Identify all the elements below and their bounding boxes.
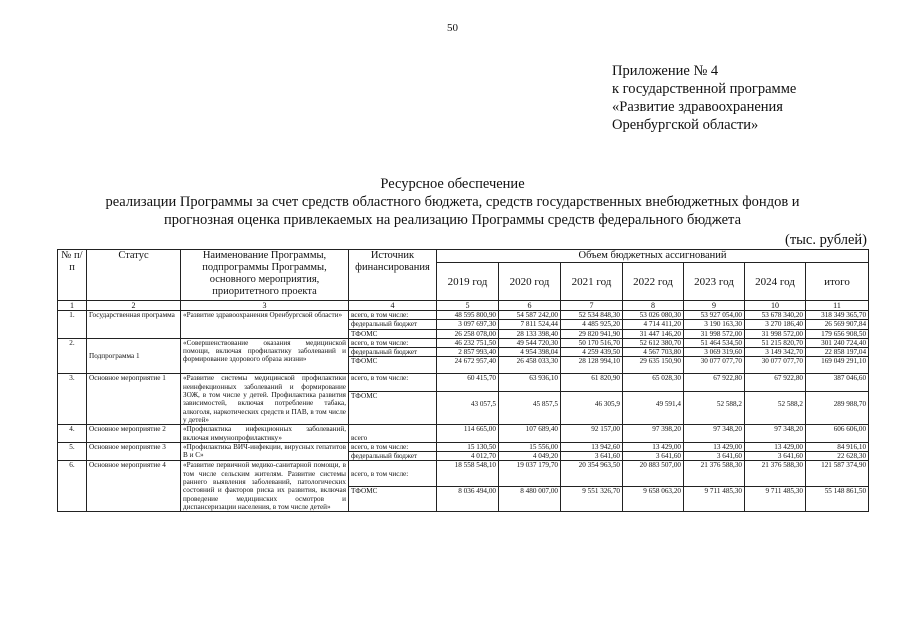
appendix-block: [612, 62, 796, 134]
value-cell: 3 641,60: [623, 452, 684, 461]
value-cell: 52 588,2: [684, 392, 745, 425]
value-cell: 21 376 588,30: [684, 461, 745, 487]
header-year: 2021 год: [561, 263, 623, 301]
value-cell: 18 558 548,10: [437, 461, 499, 487]
column-number: 8: [623, 301, 684, 311]
value-cell: 4 485 925,20: [561, 320, 623, 329]
header-source: Источник финансирования: [349, 250, 437, 301]
column-numbers-row: [58, 301, 869, 311]
value-cell: 3 069 319,60: [684, 348, 745, 357]
appendix-line: к государственной программе: [612, 81, 797, 97]
value-cell: 9 551 326,70: [561, 487, 623, 512]
value-cell: 52 534 848,30: [561, 311, 623, 320]
appendix-line: «Развитие здравоохранения: [612, 99, 783, 115]
value-cell: 97 348,20: [745, 425, 806, 443]
total-cell: 22 628,30: [806, 452, 869, 461]
total-cell: 301 240 724,40: [806, 338, 869, 347]
value-cell: 4 567 703,80: [623, 348, 684, 357]
value-cell: 92 157,00: [561, 425, 623, 443]
header-year: 2020 год: [499, 263, 561, 301]
value-cell: 4 954 398,04: [499, 348, 561, 357]
value-cell: 49 591,4: [623, 392, 684, 425]
table-row: [58, 311, 869, 320]
row-num: 5.: [58, 442, 87, 461]
total-cell: 84 916,10: [806, 442, 869, 451]
value-cell: 29 820 941,90: [561, 329, 623, 338]
column-number: 1: [58, 301, 87, 311]
row-source: ТФОМС: [349, 329, 437, 338]
value-cell: 21 376 588,30: [745, 461, 806, 487]
total-cell: 318 349 365,70: [806, 311, 869, 320]
row-name: «Профилактика инфекционных заболеваний, включая иммунопрофилактику»: [181, 425, 349, 443]
value-cell: 28 133 398,40: [499, 329, 561, 338]
row-name: «Развитие первичной медико-санитарной помощи, в том числе сельским жителям. Развитие системы раннего выявления заболеваний, патологических состояний и факторов риска их развития, включая проведение медицинских осмотров и диспансеризации населения, в том числе детей»: [181, 461, 349, 512]
value-cell: 63 936,10: [499, 374, 561, 392]
row-source: ТФОМС: [349, 357, 437, 374]
value-cell: 67 922,80: [745, 374, 806, 392]
value-cell: 3 190 163,30: [684, 320, 745, 329]
row-source: ТФОМС: [349, 392, 437, 425]
value-cell: 7 811 524,44: [499, 320, 561, 329]
value-cell: 114 665,00: [437, 425, 499, 443]
value-cell: 9 711 485,30: [684, 487, 745, 512]
header-year: 2024 год: [745, 263, 806, 301]
value-cell: 52 612 380,70: [623, 338, 684, 347]
value-cell: 31 447 146,20: [623, 329, 684, 338]
row-source: всего, в том числе:: [349, 374, 437, 392]
column-number: 6: [499, 301, 561, 311]
value-cell: 53 927 054,00: [684, 311, 745, 320]
row-num: 4.: [58, 425, 87, 443]
value-cell: 2 857 993,40: [437, 348, 499, 357]
value-cell: 60 415,70: [437, 374, 499, 392]
table-row: [58, 374, 869, 392]
value-cell: 50 170 516,70: [561, 338, 623, 347]
value-cell: 15 556,00: [499, 442, 561, 451]
table-row: [58, 338, 869, 347]
total-cell: 289 988,70: [806, 392, 869, 425]
value-cell: 30 077 077,70: [684, 357, 745, 374]
table-row: [58, 442, 869, 451]
row-name: «Профилактика ВИЧ-инфекции, вирусных гепатитов В и С»: [181, 442, 349, 461]
row-status: Подпрограмма 1: [87, 338, 181, 374]
total-cell: 387 046,60: [806, 374, 869, 392]
value-cell: 26 458 033,30: [499, 357, 561, 374]
value-cell: 49 544 720,30: [499, 338, 561, 347]
row-num: 2.: [58, 338, 87, 374]
value-cell: 3 641,60: [561, 452, 623, 461]
table-row: [58, 425, 869, 443]
value-cell: 19 037 179,70: [499, 461, 561, 487]
column-number: 10: [745, 301, 806, 311]
value-cell: 13 429,00: [623, 442, 684, 451]
value-cell: 26 258 078,00: [437, 329, 499, 338]
appendix-line: Приложение № 4: [612, 63, 719, 79]
header-status: Статус: [87, 250, 181, 301]
row-source: всего: [349, 425, 437, 443]
value-cell: 4 049,20: [499, 452, 561, 461]
value-cell: 8 036 494,00: [437, 487, 499, 512]
header-year: 2023 год: [684, 263, 745, 301]
value-cell: 97 398,20: [623, 425, 684, 443]
total-cell: 22 858 197,04: [806, 348, 869, 357]
row-name: «Развитие системы медицинской профилактики неинфекционных заболеваний и формирование ЗОЖ, в том числе у детей. Профилактика развития зависимостей, включая потребление табака, алкоголя, наркотических средств и ПАВ, в том числе у детей»: [181, 374, 349, 425]
column-number: 4: [349, 301, 437, 311]
row-status: Основное мероприятие 3: [87, 442, 181, 461]
row-status: Основное мероприятие 4: [87, 461, 181, 512]
total-cell: 169 049 291,10: [806, 357, 869, 374]
value-cell: 46 305,9: [561, 392, 623, 425]
value-cell: 30 077 077,70: [745, 357, 806, 374]
row-source: всего, в том числе:: [349, 311, 437, 320]
total-cell: 121 587 374,90: [806, 461, 869, 487]
title-line: прогнозная оценка привлекаемых на реализацию Программы средств федерального бюджета: [163, 212, 742, 228]
resource-table: [57, 249, 869, 512]
appendix-line: Оренбургской области»: [612, 117, 759, 133]
row-num: 3.: [58, 374, 87, 425]
header-year: 2022 год: [623, 263, 684, 301]
value-cell: 13 429,00: [745, 442, 806, 451]
column-number: 3: [181, 301, 349, 311]
value-cell: 46 232 751,50: [437, 338, 499, 347]
title-line: Ресурсное обеспечение: [380, 176, 525, 192]
row-name: «Развитие здравоохранения Оренбургской области»: [181, 311, 349, 339]
value-cell: 51 215 820,70: [745, 338, 806, 347]
row-status: Основное мероприятие 1: [87, 374, 181, 425]
value-cell: 65 028,30: [623, 374, 684, 392]
value-cell: 51 464 534,50: [684, 338, 745, 347]
row-source: федеральный бюджет: [349, 452, 437, 461]
row-name: «Совершенствование оказания медицинской помощи, включая профилактику заболеваний и формирование здорового образа жизни»: [181, 338, 349, 374]
column-number: 11: [806, 301, 869, 311]
value-cell: 20 354 963,50: [561, 461, 623, 487]
value-cell: 15 130,50: [437, 442, 499, 451]
row-num: 6.: [58, 461, 87, 512]
value-cell: 3 641,60: [684, 452, 745, 461]
value-cell: 53 026 080,30: [623, 311, 684, 320]
value-cell: 4 259 439,50: [561, 348, 623, 357]
row-source: всего, в том числе:: [349, 442, 437, 451]
table-row: [58, 461, 869, 487]
value-cell: 3 270 186,40: [745, 320, 806, 329]
value-cell: 52 588,2: [745, 392, 806, 425]
row-source: всего, в том числе:: [349, 461, 437, 487]
value-cell: 107 689,40: [499, 425, 561, 443]
value-cell: 29 635 150,90: [623, 357, 684, 374]
page-number: 50: [447, 22, 458, 34]
units-label: (тыс. рублей): [785, 232, 867, 248]
row-source: федеральный бюджет: [349, 348, 437, 357]
header-name: Наименование Программы, подпрограммы Программы, основного мероприятия, приоритетного проекта: [181, 250, 349, 301]
value-cell: 4 012,70: [437, 452, 499, 461]
row-source: всего, в том числе:: [349, 338, 437, 347]
value-cell: 13 942,60: [561, 442, 623, 451]
row-source: ТФОМС: [349, 487, 437, 512]
column-number: 5: [437, 301, 499, 311]
value-cell: 45 857,5: [499, 392, 561, 425]
value-cell: 24 672 957,40: [437, 357, 499, 374]
value-cell: 9 658 063,20: [623, 487, 684, 512]
value-cell: 4 714 411,20: [623, 320, 684, 329]
column-number: 9: [684, 301, 745, 311]
value-cell: 13 429,00: [684, 442, 745, 451]
header-total: итого: [806, 263, 869, 301]
total-cell: 26 569 907,84: [806, 320, 869, 329]
row-status: Основное мероприятие 2: [87, 425, 181, 443]
header-volume: Объем бюджетных ассигнований: [437, 250, 869, 263]
value-cell: 53 678 340,20: [745, 311, 806, 320]
total-cell: 606 606,00: [806, 425, 869, 443]
header-year: 2019 год: [437, 263, 499, 301]
row-num: 1.: [58, 311, 87, 339]
column-number: 2: [87, 301, 181, 311]
header-row: [58, 250, 869, 263]
row-status: Государственная программа: [87, 311, 181, 339]
value-cell: 48 595 800,90: [437, 311, 499, 320]
value-cell: 3 641,60: [745, 452, 806, 461]
value-cell: 3 097 697,30: [437, 320, 499, 329]
value-cell: 97 348,20: [684, 425, 745, 443]
value-cell: 43 057,5: [437, 392, 499, 425]
title-line: реализации Программы за счет средств областного бюджета, средств государственных внебюджетных фондов и: [105, 194, 800, 210]
value-cell: 31 998 572,00: [745, 329, 806, 338]
value-cell: 8 480 007,00: [499, 487, 561, 512]
value-cell: 3 149 342,70: [745, 348, 806, 357]
value-cell: 28 128 994,10: [561, 357, 623, 374]
value-cell: 54 587 242,00: [499, 311, 561, 320]
header-num: № п/п: [58, 250, 87, 301]
value-cell: 67 922,80: [684, 374, 745, 392]
value-cell: 61 820,90: [561, 374, 623, 392]
value-cell: 9 711 485,30: [745, 487, 806, 512]
column-number: 7: [561, 301, 623, 311]
value-cell: 31 998 572,00: [684, 329, 745, 338]
row-source: федеральный бюджет: [349, 320, 437, 329]
document-title: [0, 175, 905, 229]
value-cell: 20 883 507,00: [623, 461, 684, 487]
total-cell: 55 148 861,50: [806, 487, 869, 512]
total-cell: 179 656 908,50: [806, 329, 869, 338]
